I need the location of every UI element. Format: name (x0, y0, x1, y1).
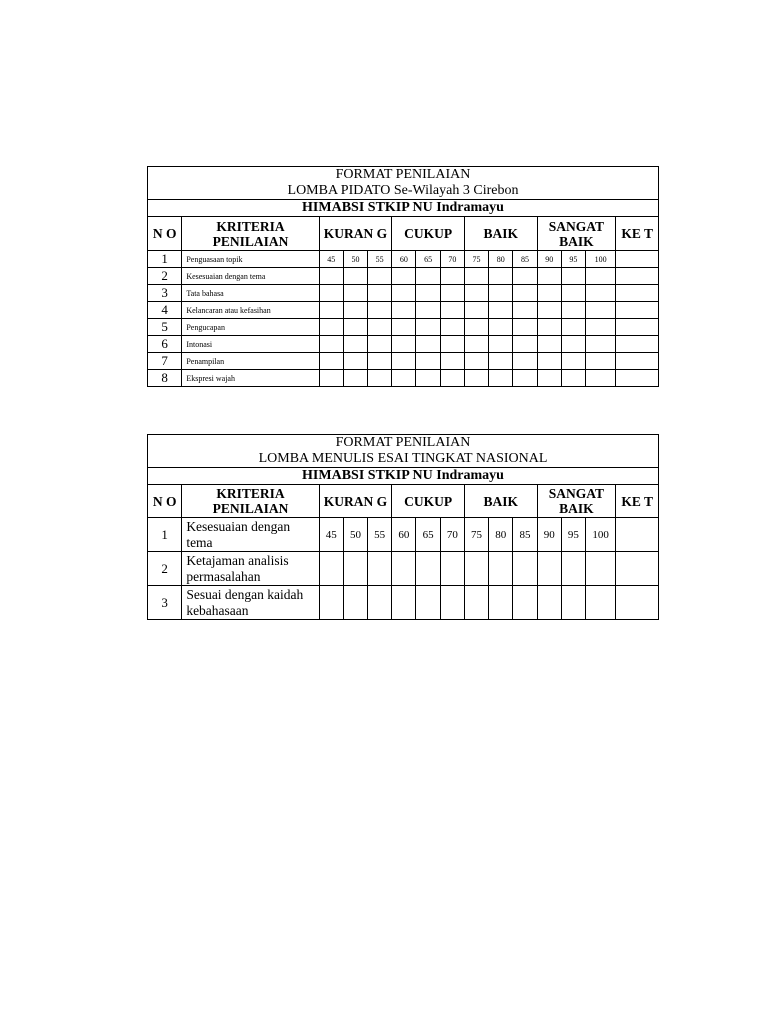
score-cell (319, 268, 343, 285)
ket-cell (616, 586, 659, 620)
header-sangat-baik: SANGAT BAIK (537, 217, 616, 251)
score-cell (464, 353, 488, 370)
score-cell (464, 370, 488, 387)
header-ket: KE T (616, 217, 659, 251)
row-number: 1 (148, 518, 182, 552)
score-cell (537, 268, 561, 285)
score-cell (319, 586, 343, 620)
criteria-cell: Pengucapan (182, 319, 319, 336)
score-cell (392, 336, 416, 353)
table-row (148, 302, 659, 319)
score-cell (440, 285, 464, 302)
score-cell (368, 319, 392, 336)
score-value-text: 75 (471, 528, 483, 541)
row-number: 3 (148, 586, 182, 620)
score-cell (343, 319, 367, 336)
score-value-text: 90 (543, 528, 555, 541)
organizer-label: HIMABSI STKIP NU Indramayu (148, 468, 659, 485)
score-cell (513, 370, 537, 387)
score-value: 60 (392, 251, 416, 268)
header-sangat-baik: SANGAT BAIK (537, 485, 616, 518)
score-value: 90 (537, 251, 561, 268)
score-value-text: 95 (567, 528, 579, 541)
score-cell (416, 586, 440, 620)
score-cell (343, 552, 367, 586)
criteria-cell: Kelancaran atau kefasihan (182, 302, 319, 319)
score-cell (464, 586, 488, 620)
criteria-cell: Penampilan (182, 353, 319, 370)
score-cell (586, 319, 616, 336)
form-title: FORMAT PENILAIAN (335, 435, 471, 450)
score-value: 95 (561, 251, 585, 268)
score-value: 100 (586, 251, 616, 268)
score-cell (489, 268, 513, 285)
score-cell (440, 268, 464, 285)
score-cell (537, 370, 561, 387)
score-cell (319, 370, 343, 387)
score-value-text: 60 (398, 528, 410, 541)
header-criteria: KRITERIA PENILAIAN (182, 217, 319, 251)
score-value-text: 70 (446, 528, 458, 541)
criteria-cell: Kesesuaian dengan tema (182, 268, 319, 285)
score-cell (392, 552, 416, 586)
score-cell (319, 285, 343, 302)
score-cell (586, 370, 616, 387)
score-cell (537, 336, 561, 353)
form-subtitle: LOMBA MENULIS ESAI TINGKAT NASIONAL (258, 451, 548, 466)
score-cell (513, 285, 537, 302)
score-cell (561, 302, 585, 319)
score-cell (537, 319, 561, 336)
table-row (148, 285, 659, 302)
score-value: 75 (464, 251, 488, 268)
criteria-cell: Sesuai dengan kaidah kebahasaan (182, 586, 319, 620)
score-cell (343, 302, 367, 319)
criteria-cell: Intonasi (182, 336, 319, 353)
ket-cell (616, 268, 659, 285)
score-cell (513, 319, 537, 336)
table-row (148, 552, 659, 586)
score-cell (561, 268, 585, 285)
criteria-cell: Penguasaan topik (182, 251, 319, 268)
score-cell (440, 353, 464, 370)
score-cell (537, 302, 561, 319)
score-cell (464, 336, 488, 353)
score-cell (319, 319, 343, 336)
score-cell (440, 319, 464, 336)
score-cell (416, 268, 440, 285)
score-cell (464, 268, 488, 285)
score-cell (489, 353, 513, 370)
score-cell (586, 302, 616, 319)
score-cell (392, 302, 416, 319)
score-value (368, 518, 392, 552)
row-number: 8 (148, 370, 182, 387)
score-value: 70 (440, 251, 464, 268)
row-number: 2 (148, 268, 182, 285)
score-value (319, 518, 343, 552)
score-value-text: 100 (592, 528, 609, 541)
ket-cell (616, 285, 659, 302)
score-cell (561, 370, 585, 387)
score-cell (489, 552, 513, 586)
score-cell (513, 552, 537, 586)
score-value (513, 518, 537, 552)
header-cukup: CUKUP (392, 485, 465, 518)
score-cell (319, 302, 343, 319)
score-cell (319, 353, 343, 370)
score-cell (489, 285, 513, 302)
header-baik: BAIK (464, 485, 537, 518)
score-cell (561, 319, 585, 336)
criteria-cell: Tata bahasa (182, 285, 319, 302)
form-subtitle: LOMBA PIDATO Se-Wilayah 3 Cirebon (287, 183, 519, 198)
table-row (148, 370, 659, 387)
score-cell (368, 552, 392, 586)
ket-cell (616, 251, 659, 268)
row-number: 5 (148, 319, 182, 336)
score-cell (537, 552, 561, 586)
header-ket: KE T (616, 485, 659, 518)
score-cell (343, 268, 367, 285)
score-value-text: 50 (349, 528, 361, 541)
score-cell (513, 302, 537, 319)
score-cell (392, 370, 416, 387)
score-cell (586, 285, 616, 302)
row-number: 3 (148, 285, 182, 302)
score-value (343, 518, 367, 552)
score-cell (561, 353, 585, 370)
score-cell (392, 353, 416, 370)
score-cell (513, 353, 537, 370)
row-number: 6 (148, 336, 182, 353)
score-cell (489, 302, 513, 319)
score-cell (368, 268, 392, 285)
form-title-block (148, 167, 659, 200)
score-cell (440, 586, 464, 620)
score-cell (416, 552, 440, 586)
score-cell (440, 302, 464, 319)
score-value (561, 518, 585, 552)
score-cell (368, 586, 392, 620)
score-cell (416, 370, 440, 387)
ket-cell (616, 302, 659, 319)
ket-cell (616, 518, 659, 552)
table-row (148, 586, 659, 620)
ket-cell (616, 552, 659, 586)
score-cell (416, 285, 440, 302)
score-cell (416, 302, 440, 319)
score-cell (343, 370, 367, 387)
score-cell (561, 285, 585, 302)
header-cukup: CUKUP (392, 217, 465, 251)
table-row (148, 268, 659, 285)
ket-cell (616, 336, 659, 353)
row-number: 7 (148, 353, 182, 370)
header-no: N O (148, 485, 182, 518)
score-value: 85 (513, 251, 537, 268)
score-value: 50 (343, 251, 367, 268)
score-cell (561, 336, 585, 353)
ket-cell (616, 353, 659, 370)
score-cell (586, 336, 616, 353)
score-value (537, 518, 561, 552)
header-baik: BAIK (464, 217, 537, 251)
assessment-table-essay (147, 434, 659, 620)
score-value-text: 65 (422, 528, 434, 541)
ket-cell (616, 370, 659, 387)
score-cell (586, 268, 616, 285)
table-row (148, 518, 659, 552)
header-criteria: KRITERIA PENILAIAN (182, 485, 319, 518)
header-kurang: KURAN G (319, 485, 392, 518)
score-cell (464, 319, 488, 336)
score-cell (440, 552, 464, 586)
score-cell (489, 319, 513, 336)
table-row (148, 336, 659, 353)
row-number: 1 (148, 251, 182, 268)
score-cell (489, 586, 513, 620)
table-row (148, 353, 659, 370)
score-cell (319, 336, 343, 353)
score-cell (464, 302, 488, 319)
score-value (586, 518, 616, 552)
score-cell (513, 268, 537, 285)
score-value: 55 (368, 251, 392, 268)
organizer-label: HIMABSI STKIP NU Indramayu (148, 200, 659, 217)
row-number: 2 (148, 552, 182, 586)
score-cell (368, 302, 392, 319)
score-value-text: 85 (519, 528, 531, 541)
score-cell (343, 353, 367, 370)
score-cell (319, 552, 343, 586)
score-value (464, 518, 488, 552)
score-cell (489, 336, 513, 353)
score-cell (464, 552, 488, 586)
score-cell (561, 552, 585, 586)
criteria-cell: Kesesuaian dengan tema (182, 518, 319, 552)
score-cell (464, 285, 488, 302)
criteria-cell: Ketajaman analisis permasalahan (182, 552, 319, 586)
score-cell (513, 336, 537, 353)
form-title-block (148, 435, 659, 468)
score-cell (537, 285, 561, 302)
score-cell (368, 336, 392, 353)
score-value-text: 80 (495, 528, 507, 541)
score-cell (343, 336, 367, 353)
score-cell (489, 370, 513, 387)
score-value (392, 518, 416, 552)
score-cell (343, 586, 367, 620)
score-cell (392, 586, 416, 620)
header-no: N O (148, 217, 182, 251)
score-cell (368, 353, 392, 370)
score-value: 65 (416, 251, 440, 268)
score-cell (416, 353, 440, 370)
score-cell (586, 586, 616, 620)
header-kurang: KURAN G (319, 217, 392, 251)
score-value: 45 (319, 251, 343, 268)
score-value-text: 55 (374, 528, 386, 541)
score-cell (392, 319, 416, 336)
score-cell (368, 370, 392, 387)
row-number: 4 (148, 302, 182, 319)
assessment-table-speech (147, 166, 659, 387)
score-value-text: 45 (325, 528, 337, 541)
score-cell (392, 285, 416, 302)
score-cell (513, 586, 537, 620)
score-cell (416, 319, 440, 336)
score-cell (416, 336, 440, 353)
score-value (416, 518, 440, 552)
score-cell (586, 353, 616, 370)
score-cell (392, 268, 416, 285)
score-value: 80 (489, 251, 513, 268)
score-cell (343, 285, 367, 302)
score-cell (537, 586, 561, 620)
score-cell (368, 285, 392, 302)
score-cell (586, 552, 616, 586)
score-value (440, 518, 464, 552)
form-title: FORMAT PENILAIAN (335, 167, 471, 182)
table-row (148, 251, 659, 268)
criteria-cell: Ekspresi wajah (182, 370, 319, 387)
table-row (148, 319, 659, 336)
score-value (489, 518, 513, 552)
score-cell (561, 586, 585, 620)
ket-cell (616, 319, 659, 336)
score-cell (537, 353, 561, 370)
score-cell (440, 336, 464, 353)
score-cell (440, 370, 464, 387)
